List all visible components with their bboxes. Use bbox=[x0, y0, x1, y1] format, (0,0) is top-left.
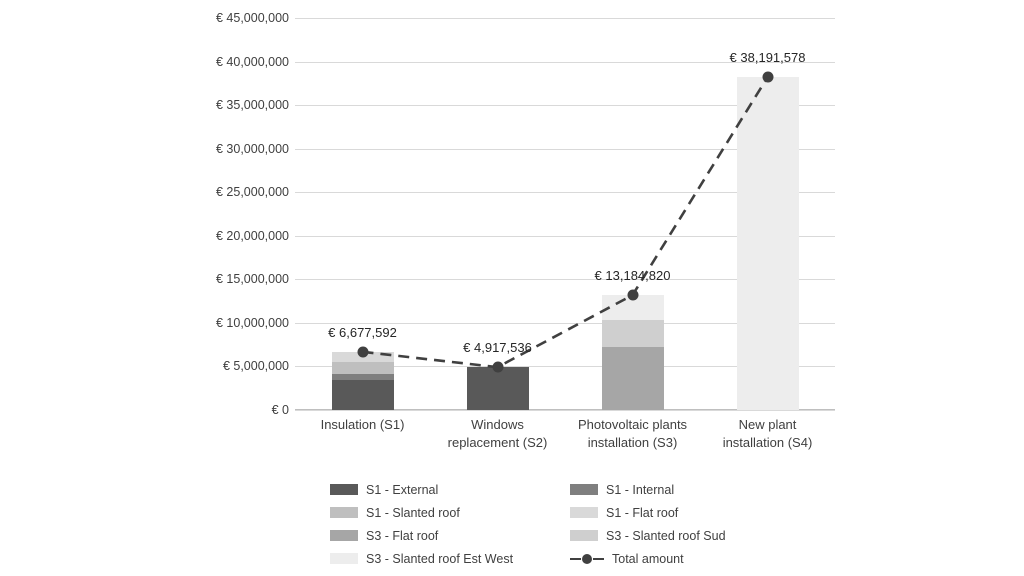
legend-item[interactable] bbox=[570, 552, 800, 566]
y-axis-tick-label: € 25,000,000 bbox=[216, 185, 289, 200]
legend-label: S1 - External bbox=[366, 482, 439, 497]
legend-color-swatch bbox=[330, 553, 358, 564]
legend-color-swatch bbox=[570, 530, 598, 541]
legend-item[interactable] bbox=[330, 552, 560, 566]
y-axis-tick-label: € 0 bbox=[271, 403, 289, 417]
legend-label: S1 - Flat roof bbox=[606, 505, 679, 520]
x-axis-category-label: Photovoltaic plants installation (S3) bbox=[577, 417, 688, 450]
data-label: € 6,677,592 bbox=[328, 324, 397, 340]
legend-label: S3 - Slanted roof Sud bbox=[606, 528, 726, 543]
legend-label: S3 - Flat roof bbox=[366, 528, 439, 543]
legend-label: Total amount bbox=[612, 551, 684, 566]
y-axis-tick-label: € 35,000,000 bbox=[216, 98, 289, 113]
legend-color-swatch bbox=[330, 530, 358, 541]
x-axis-category-labels bbox=[295, 416, 835, 474]
legend-color-swatch bbox=[330, 507, 358, 518]
legend-label: S1 - Slanted roof bbox=[366, 505, 460, 520]
y-axis-tick-label: € 20,000,000 bbox=[216, 228, 289, 243]
legend-line-marker-icon bbox=[570, 553, 604, 565]
legend-item[interactable] bbox=[570, 506, 800, 520]
data-label: € 38,191,578 bbox=[729, 50, 806, 66]
gridline bbox=[295, 410, 835, 411]
data-label: € 13,184,820 bbox=[594, 268, 671, 284]
legend-item[interactable] bbox=[570, 483, 800, 497]
chart-legend bbox=[330, 478, 800, 570]
legend-color-swatch bbox=[570, 484, 598, 495]
y-axis-tick-label: € 5,000,000 bbox=[222, 359, 289, 374]
y-axis-tick-label: € 10,000,000 bbox=[216, 315, 289, 330]
y-axis-tick-label: € 40,000,000 bbox=[216, 54, 289, 69]
legend-item[interactable] bbox=[330, 506, 560, 520]
legend-item[interactable] bbox=[330, 529, 560, 543]
x-axis-category-label: Insulation (S1) bbox=[320, 417, 405, 432]
legend-color-swatch bbox=[570, 507, 598, 518]
y-axis-tick-label: € 30,000,000 bbox=[216, 141, 289, 156]
legend-label: S1 - Internal bbox=[606, 482, 675, 497]
x-axis-category-label: Windows replacement (S2) bbox=[447, 417, 548, 450]
legend-item[interactable] bbox=[570, 529, 800, 543]
y-axis-tick-label: € 45,000,000 bbox=[216, 11, 289, 25]
legend-item[interactable] bbox=[330, 483, 560, 497]
x-axis-category-label: New plant installation (S4) bbox=[722, 417, 813, 450]
plot-area bbox=[295, 18, 835, 410]
data-label: € 4,917,536 bbox=[463, 340, 532, 356]
y-axis-tick-labels bbox=[195, 11, 289, 417]
legend-label: S3 - Slanted roof Est West bbox=[366, 551, 514, 566]
legend-color-swatch bbox=[330, 484, 358, 495]
y-axis-tick-label: € 15,000,000 bbox=[216, 272, 289, 287]
data-labels bbox=[295, 18, 835, 410]
